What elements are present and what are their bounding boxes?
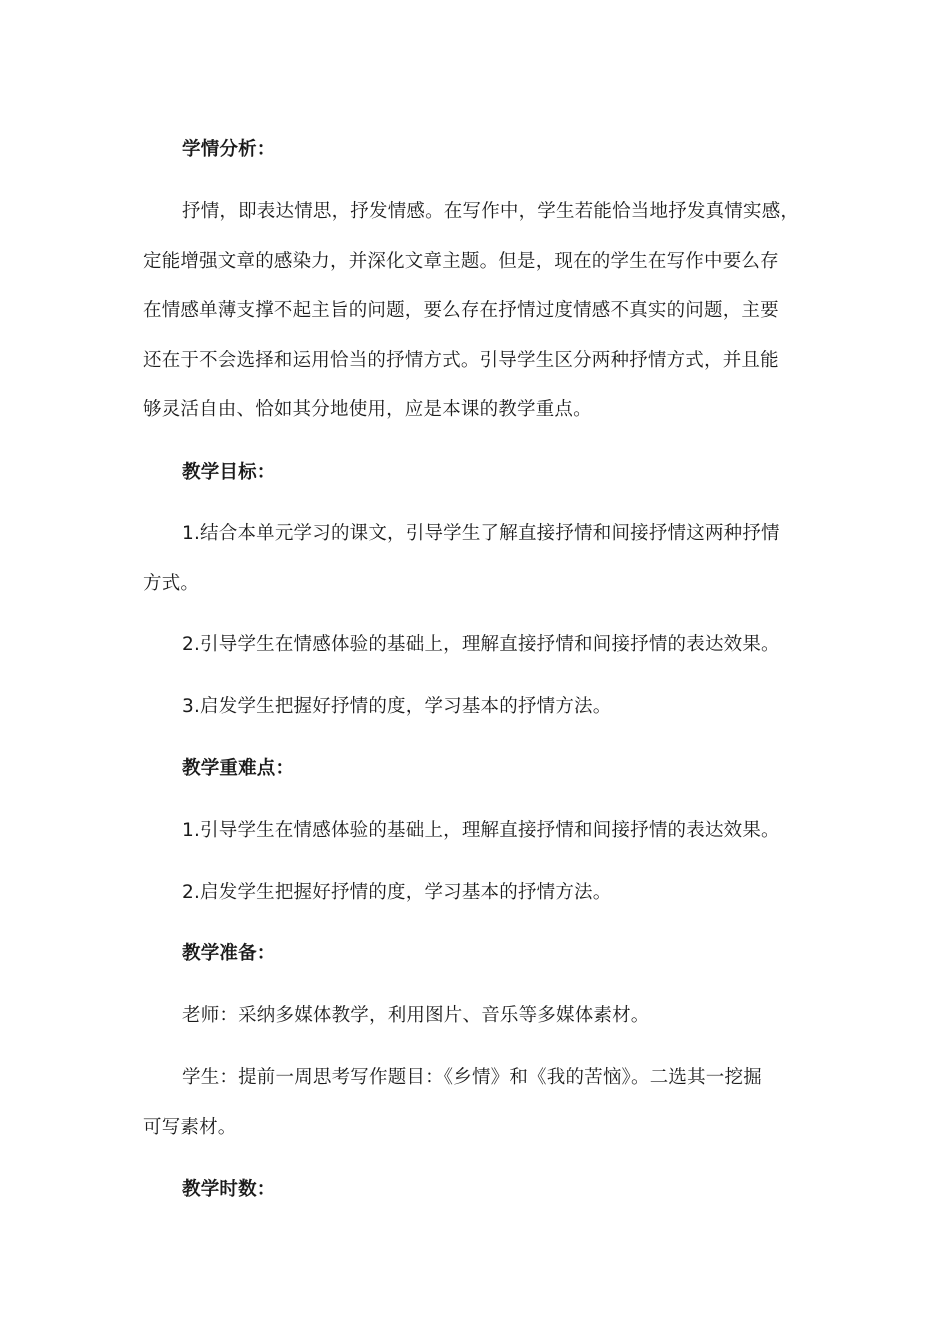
paragraph-line: 学生：提前一周思考写作题目：《乡情》和《我的苦恼》。二选其一挖掘 [182,1067,762,1088]
heading-xueqing: 学情分析： [182,139,276,160]
list-item-continuation: 方式。 [143,573,200,594]
list-item: 3.启发学生把握好抒情的度，学习基本的抒情方法。 [182,696,612,717]
paragraph-line: 老师：采纳多媒体教学，利用图片、音乐等多媒体素材。 [182,1005,650,1026]
list-item: 1.结合本单元学习的课文，引导学生了解直接抒情和间接抒情这两种抒情 [182,523,780,544]
paragraph-line: 可写素材。 [143,1117,237,1138]
list-item: 2.引导学生在情感体验的基础上，理解直接抒情和间接抒情的表达效果。 [182,634,780,655]
heading-zhunbei: 教学准备： [182,943,276,964]
heading-shishu: 教学时数： [182,1179,276,1200]
paragraph-line: 还在于不会选择和运用恰当的抒情方式。引导学生区分两种抒情方式，并且能 [143,350,779,371]
list-item: 2.启发学生把握好抒情的度，学习基本的抒情方法。 [182,882,612,903]
paragraph-line: 定能增强文章的感染力，并深化文章主题。但是，现在的学生在写作中要么存 [143,251,779,272]
paragraph-line: 抒情，即表达情思，抒发情感。在写作中，学生若能恰当地抒发真情实感， [182,201,800,222]
list-item: 1.引导学生在情感体验的基础上，理解直接抒情和间接抒情的表达效果。 [182,820,780,841]
heading-zhongnan: 教学重难点： [182,758,295,779]
heading-mubiao: 教学目标： [182,462,276,483]
paragraph-line: 在情感单薄支撑不起主旨的问题，要么存在抒情过度情感不真实的问题，主要 [143,300,779,321]
paragraph-line: 够灵活自由、恰如其分地使用，应是本课的教学重点。 [143,399,592,420]
